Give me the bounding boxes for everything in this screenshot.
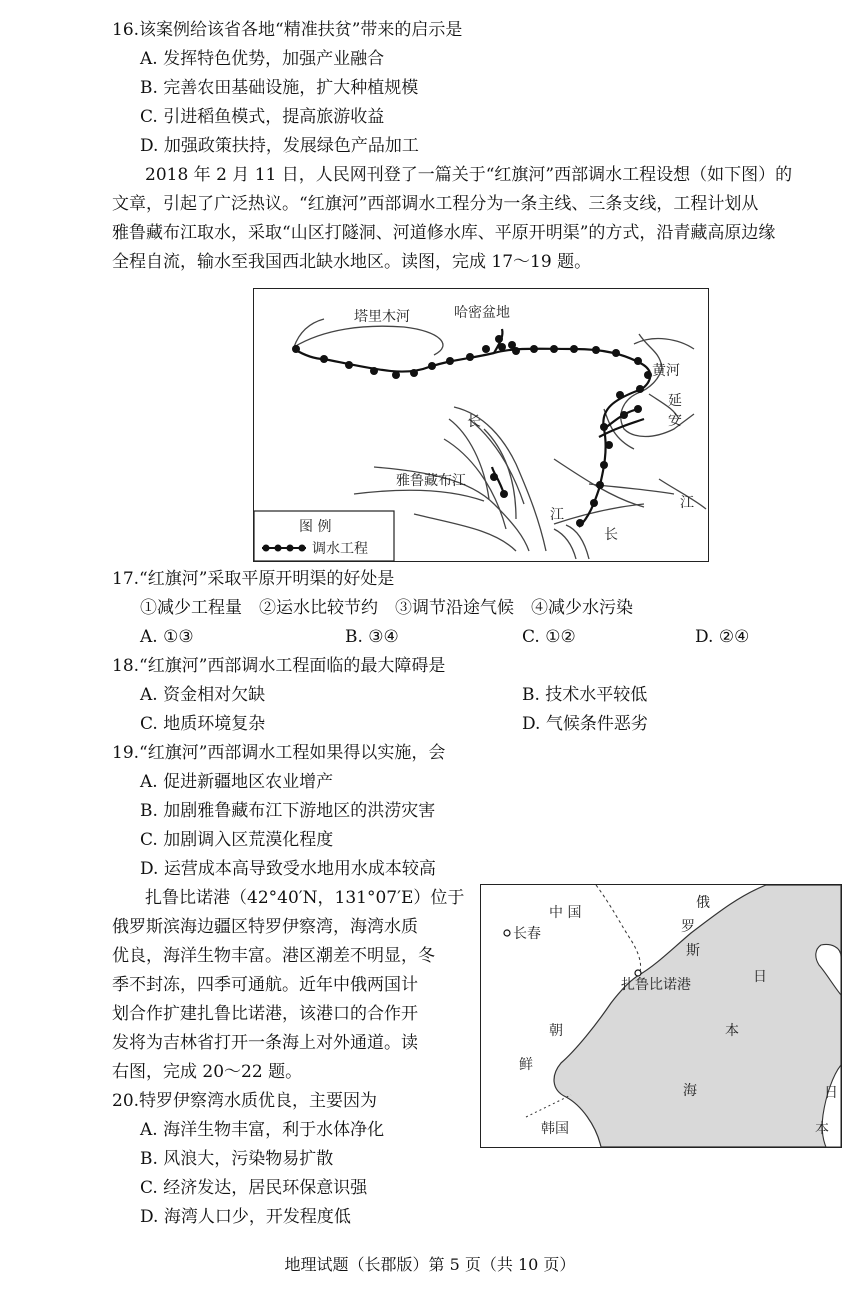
label-south-korea: 韩国: [541, 1121, 569, 1137]
passage1-line-3: 雅鲁藏布江取水，采取“山区打隧洞、河道修水库、平原开明渠”的方式，沿青藏高原边缘: [112, 223, 776, 243]
q18-option-c: C. 地质环境复杂: [140, 714, 266, 734]
q19-stem: 19.“红旗河”西部调水工程如果得以实施，会: [112, 743, 446, 763]
label-sea-of-japan-3: 海: [683, 1083, 697, 1099]
q18-option-a: A. 资金相对欠缺: [140, 685, 266, 705]
label-korea-north-2: 鲜: [519, 1057, 533, 1073]
passage2-line-1: 扎鲁比诺港（42°40′N，131°07′E）位于: [145, 888, 465, 908]
passage2-line-5: 划合作扩建扎鲁比诺港，该港口的合作开: [112, 1004, 418, 1024]
q16-option-c: C. 引进稻鱼模式，提高旅游收益: [140, 107, 385, 127]
q17-option-a: A. ①③: [140, 627, 194, 647]
q20-stem: 20.特罗伊察湾水质优良，主要因为: [112, 1091, 378, 1111]
passage2-line-6: 发将为吉林省打开一条海上对外通道。读: [112, 1033, 418, 1053]
label-sea-of-japan-1: 日: [753, 969, 767, 985]
label-hami-basin: 哈密盆地: [454, 305, 510, 321]
passage1-line-1: 2018 年 2 月 11 日，人民网刊登了一篇关于“红旗河”西部调水工程设想（如下图）的: [145, 165, 793, 185]
label-tarim-river: 塔里木河: [354, 309, 410, 325]
label-jiang-mid: 江: [550, 507, 564, 523]
page-footer: 地理试题（长郡版）第 5 页（共 10 页）: [284, 1255, 576, 1274]
label-russia-3: 斯: [686, 943, 700, 959]
water-diversion-map-graphic: [254, 289, 708, 561]
q17-option-c: C. ①②: [522, 627, 576, 647]
q16-option-d: D. 加强政策扶持，发展绿色产品加工: [140, 136, 419, 156]
zarubino-port-map: [480, 884, 842, 1148]
label-japan-2: 本: [815, 1121, 829, 1137]
label-yanan-1: 延: [668, 393, 682, 409]
q17-items: ①减少工程量 ②运水比较节约 ③调节沿途气候 ④减少水污染: [140, 598, 633, 618]
q18-option-b: B. 技术水平较低: [522, 685, 648, 705]
passage2-line-4: 季不封冻，四季可通航。近年中俄两国计: [112, 975, 418, 995]
label-yanan-2: 安: [668, 413, 682, 429]
q16-option-a: A. 发挥特色优势，加强产业融合: [140, 49, 385, 69]
zarubino-port-map-graphic: [481, 885, 841, 1147]
q17-stem: 17.“红旗河”采取平原开明渠的好处是: [112, 569, 395, 589]
label-sea-of-japan-2: 本: [725, 1023, 739, 1039]
label-chang-top: 长: [467, 414, 481, 430]
q19-option-a: A. 促进新疆地区农业增产: [140, 772, 334, 792]
q18-stem: 18.“红旗河”西部调水工程面临的最大障碍是: [112, 656, 446, 676]
q17-option-d: D. ②④: [695, 627, 750, 647]
q19-option-d: D. 运营成本高导致受水地用水成本较高: [140, 859, 436, 879]
q16-stem: 16.该案例给该省各地“精准扶贫”带来的启示是: [112, 20, 463, 40]
label-yellow-river: 黄河: [652, 363, 680, 379]
passage2-line-3: 优良，海洋生物丰富。港区潮差不明显，冬: [112, 946, 435, 966]
q20-option-b: B. 风浪大，污染物易扩散: [140, 1149, 334, 1169]
q19-option-c: C. 加剧调入区荒漠化程度: [140, 830, 334, 850]
label-japan-1: 日: [824, 1085, 838, 1101]
passage1-line-2: 文章，引起了广泛热议。“红旗河”西部调水工程分为一条主线、三条支线，工程计划从: [112, 194, 759, 214]
q19-option-b: B. 加剧雅鲁藏布江下游地区的洪涝灾害: [140, 801, 436, 821]
passage2-line-7: 右图，完成 20～22 题。: [112, 1062, 303, 1082]
label-china: 中 国: [549, 905, 582, 921]
label-yarlung-tsangpo: 雅鲁藏布江: [396, 473, 466, 489]
water-diversion-map: [253, 288, 709, 562]
q16-option-b: B. 完善农田基础设施，扩大种植规模: [140, 78, 419, 98]
passage2-line-2: 俄罗斯滨海边疆区特罗伊察湾，海湾水质: [112, 917, 418, 937]
passage1-line-4: 全程自流，输水至我国西北缺水地区。读图，完成 17～19 题。: [112, 252, 592, 272]
label-changchun: 长春: [513, 926, 541, 942]
changchun-marker: [504, 930, 510, 936]
q20-option-d: D. 海湾人口少，开发程度低: [140, 1207, 351, 1227]
label-jiang-right: 江: [680, 495, 694, 511]
label-zarubino-port: 扎鲁比诺港: [621, 977, 691, 993]
legend-item-label: 调水工程: [312, 541, 368, 557]
border-line: [596, 885, 641, 975]
korea-border: [526, 1095, 571, 1117]
sea-area: [554, 885, 841, 1147]
label-russia-1: 俄: [696, 895, 710, 911]
q20-option-c: C. 经济发达，居民环保意识强: [140, 1178, 368, 1198]
q20-option-a: A. 海洋生物丰富，利于水体净化: [140, 1120, 385, 1140]
port-marker: [635, 970, 641, 976]
legend-title: 图 例: [299, 519, 332, 535]
q17-option-b: B. ③④: [345, 627, 399, 647]
label-russia-2: 罗: [681, 919, 695, 935]
label-korea-north-1: 朝: [549, 1023, 563, 1039]
label-chang-bottom: 长: [604, 527, 618, 543]
q18-option-d: D. 气候条件恶劣: [522, 714, 648, 734]
